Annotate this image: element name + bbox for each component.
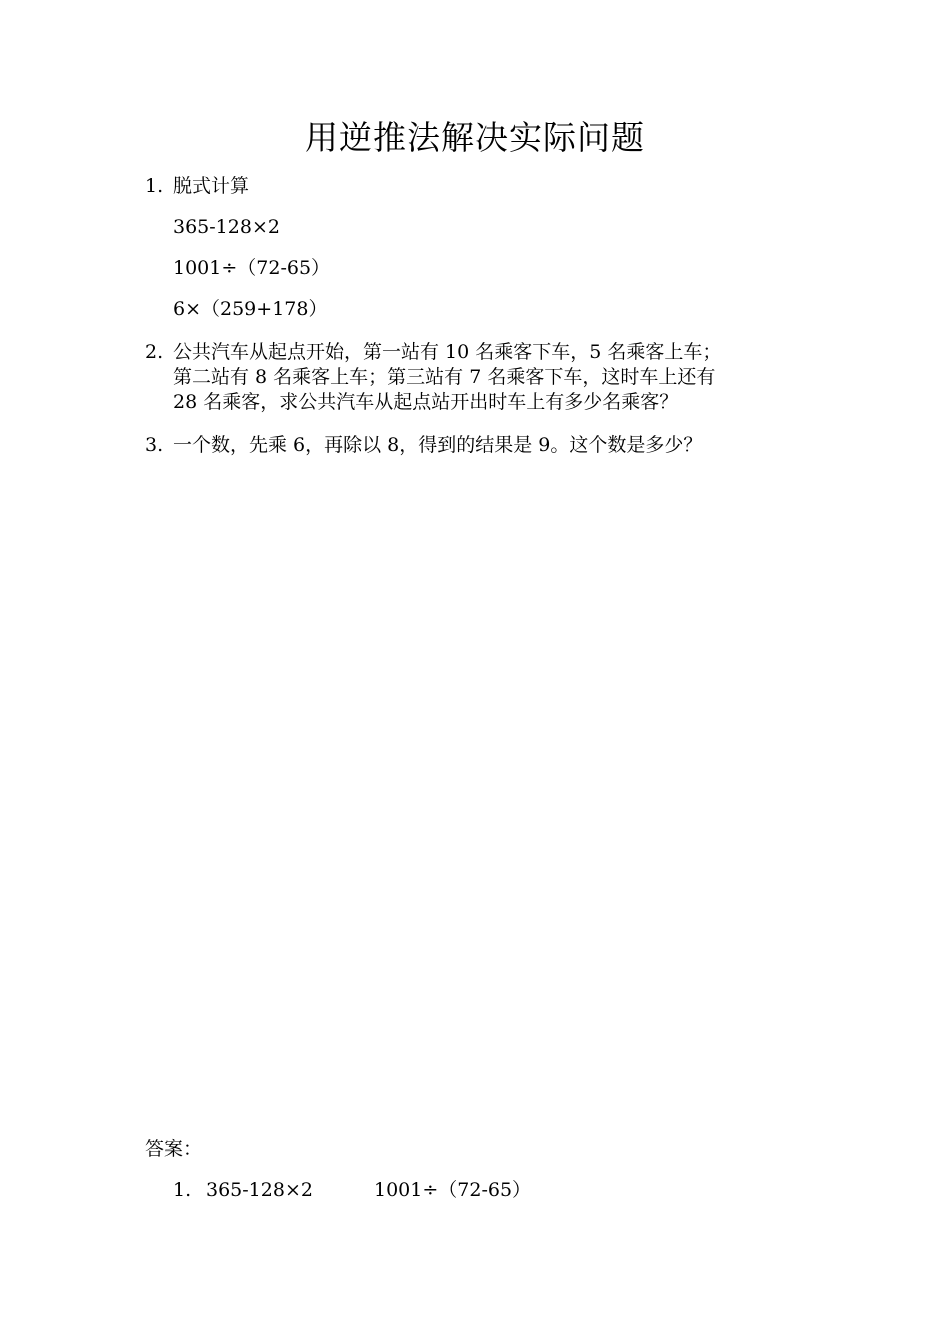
question-1-expression-3: 6×（259+178）: [173, 298, 328, 320]
question-2-line-1: 公共汽车从起点开始，第一站有 10 名乘客下车，5 名乘客上车；: [173, 341, 722, 363]
question-2-line-3: 28 名乘客，求公共汽车从起点站开出时车上有多少名乘客？: [173, 391, 679, 413]
question-3-number: 3.: [145, 434, 164, 456]
answer-heading: 答案：: [145, 1138, 203, 1160]
answer-1-expression-1: 365-128×2: [206, 1179, 313, 1201]
question-2-number: 2.: [145, 341, 164, 363]
question-3-text: 一个数，先乘 6，再除以 8，得到的结果是 9。这个数是多少？: [173, 434, 703, 456]
page-title: 用逆推法解决实际问题: [305, 118, 645, 157]
answer-1-expression-2: 1001÷（72-65）: [374, 1179, 532, 1201]
question-1-number: 1.: [145, 175, 164, 197]
question-1-text: 脱式计算: [173, 175, 250, 197]
answer-1-number: 1.: [173, 1179, 192, 1201]
question-2-line-2: 第二站有 8 名乘客上车；第三站有 7 名乘客下车，这时车上还有: [173, 366, 716, 388]
question-1-expression-2: 1001÷（72-65）: [173, 257, 331, 279]
question-1-expression-1: 365-128×2: [173, 216, 280, 238]
